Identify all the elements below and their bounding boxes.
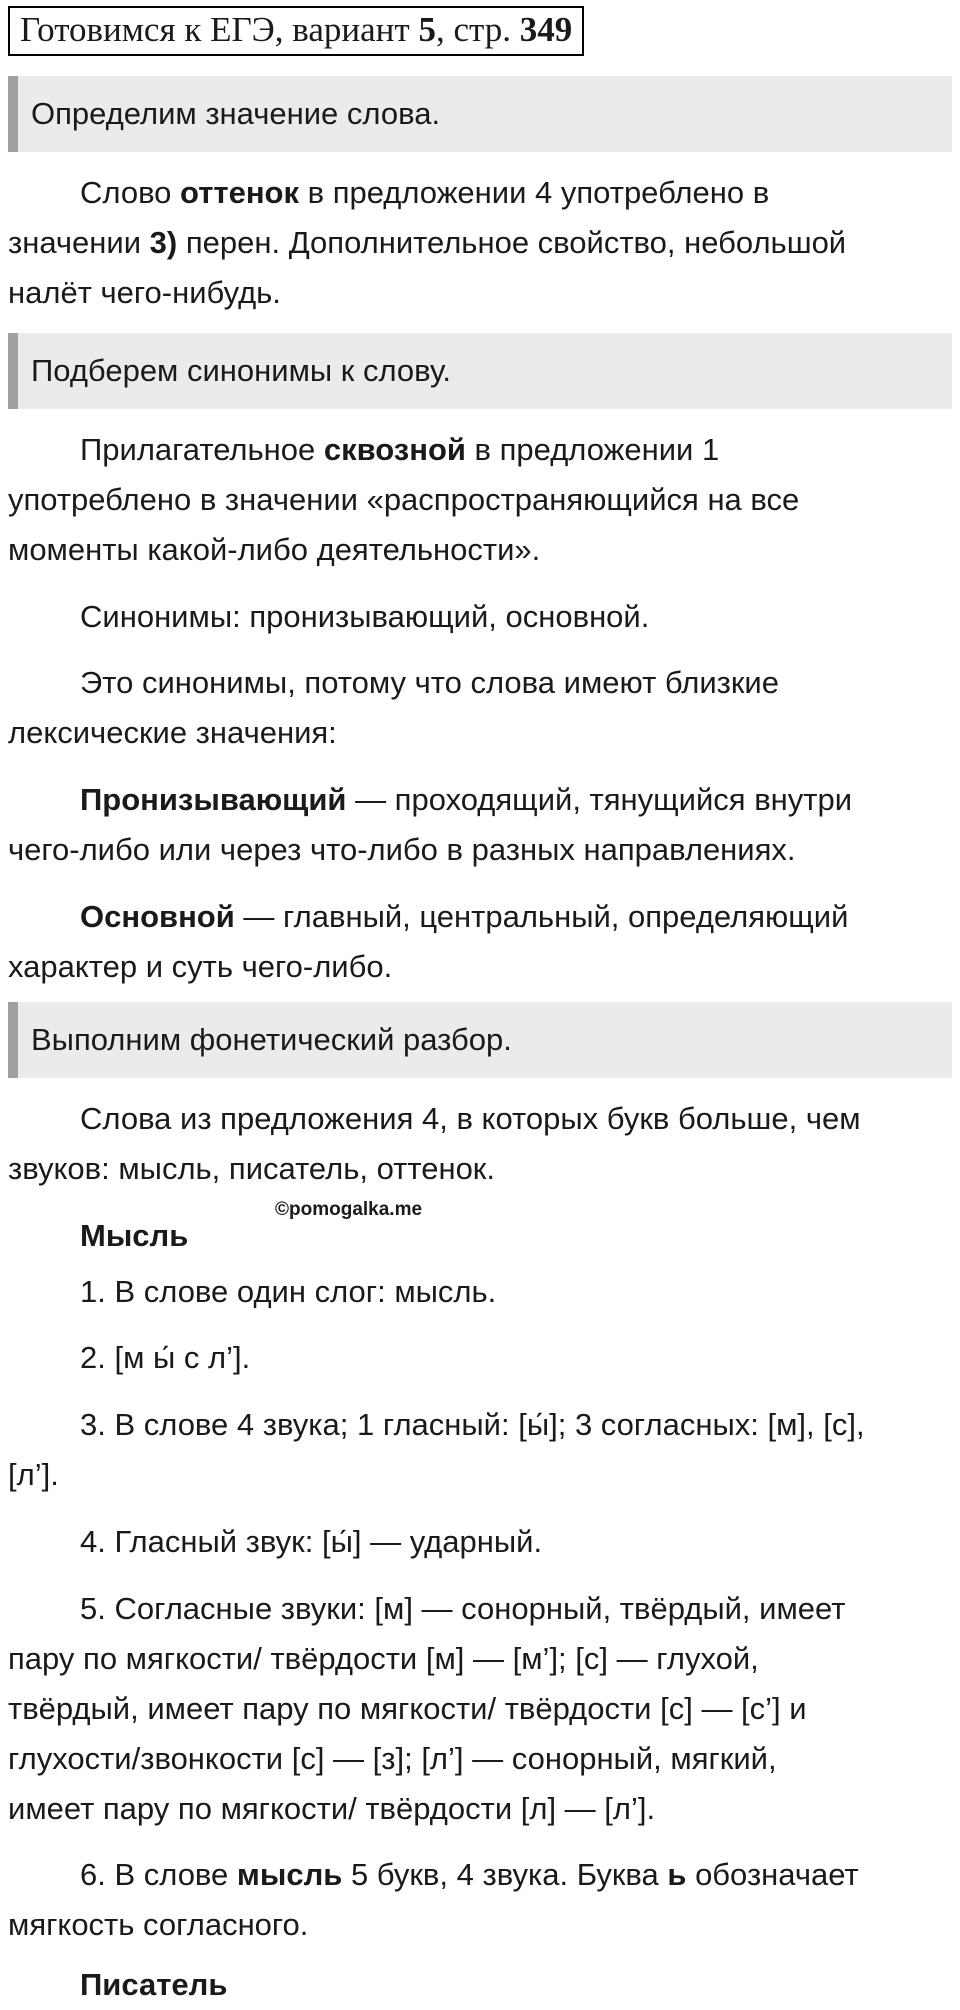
text: 3. В слове 4 звука; 1 гласный: [ы́]; 3 согласных: [м], [с], xyxy=(80,1407,865,1442)
text: Синонимы: пронизывающий, основной. xyxy=(80,599,650,634)
text: 4. Гласный звук: [ы́] — ударный. xyxy=(80,1524,543,1559)
definition-2 xyxy=(8,892,938,992)
header-variant: 5 xyxy=(418,10,436,49)
text: налёт чего-нибудь. xyxy=(8,275,281,310)
synonyms-intro-paragraph xyxy=(8,425,938,575)
text: пару по мягкости/ твёрдости [м] — [м’]; [с] — глухой, xyxy=(8,1641,759,1676)
text: Это синонимы, потому что слова имеют близкие xyxy=(80,665,779,700)
definition-1 xyxy=(8,775,938,875)
text: Прилагательное xyxy=(80,432,324,467)
text: значении xyxy=(8,225,150,260)
text: перен. Дополнительное свойство, небольшой xyxy=(177,225,847,260)
bold-number: 3) xyxy=(149,225,178,260)
bold-word: Пронизывающий xyxy=(80,782,347,817)
text: — главный, центральный, определяющий xyxy=(234,899,849,934)
text: лексические значения: xyxy=(8,715,337,750)
header-middle: , стр. xyxy=(435,10,520,49)
step-1 xyxy=(8,1267,938,1317)
header-prefix: Готовимся к ЕГЭ, вариант xyxy=(20,10,419,49)
text: Слово xyxy=(80,175,181,210)
step-6 xyxy=(8,1850,938,1950)
text: в предложении 4 употреблено в xyxy=(299,175,770,210)
text: 6. В слове xyxy=(80,1857,237,1892)
section-heading-phonetic: Выполним фонетический разбор. xyxy=(8,1002,952,1078)
step-5 xyxy=(8,1584,938,1834)
word-heading-mysl: Мысль xyxy=(80,1218,189,1253)
text: мягкость согласного. xyxy=(8,1907,309,1942)
bold-letter: ь xyxy=(667,1857,687,1892)
text: глухости/звонкости [с] — [з]; [л’] — сонорный, мягкий, xyxy=(8,1741,777,1776)
text: 1. В слове один слог: мысль. xyxy=(80,1274,497,1309)
word-heading-pisatel: Писатель xyxy=(80,1967,228,2002)
text: характер и суть чего-либо. xyxy=(8,949,393,984)
text: чего-либо или через что-либо в разных направлениях. xyxy=(8,832,796,867)
meaning-paragraph xyxy=(8,168,938,318)
watermark: ©pomogalka.me xyxy=(275,1199,423,1220)
step-2 xyxy=(8,1333,938,1383)
section-heading-meaning: Определим значение слова. xyxy=(8,76,952,152)
bold-word: сквозной xyxy=(323,432,466,467)
text: Слова из предложения 4, в которых букв больше, чем xyxy=(80,1101,861,1136)
synonyms-list xyxy=(8,592,938,642)
text: [л’]. xyxy=(8,1457,59,1492)
bold-word: мысль xyxy=(236,1857,343,1892)
page-header xyxy=(8,6,584,56)
text: 2. [м ы́ с л’]. xyxy=(80,1340,251,1375)
text: имеет пару по мягкости/ твёрдости [л] — [л’]. xyxy=(8,1791,656,1826)
text: твёрдый, имеет пару по мягкости/ твёрдости [с] — [с’] и xyxy=(8,1691,807,1726)
phonetic-intro xyxy=(8,1094,938,1194)
synonyms-reason xyxy=(8,658,938,758)
text: обозначает xyxy=(686,1857,859,1892)
text: в предложении 1 xyxy=(465,432,720,467)
header-page-number: 349 xyxy=(519,10,573,49)
text: моменты какой-либо деятельности». xyxy=(8,532,541,567)
step-4 xyxy=(8,1517,938,1567)
section-heading-synonyms: Подберем синонимы к слову. xyxy=(8,333,952,409)
text: звуков: мысль, писатель, оттенок. xyxy=(8,1151,495,1186)
text: 5 букв, 4 звука. Буква xyxy=(342,1857,668,1892)
step-3 xyxy=(8,1400,938,1500)
text: 5. Согласные звуки: [м] — сонорный, твёрдый, имеет xyxy=(80,1591,846,1626)
text: употреблено в значении «распространяющийся на все xyxy=(8,482,800,517)
bold-word: оттенок xyxy=(180,175,299,210)
bold-word: Основной xyxy=(80,899,235,934)
text: — проходящий, тянущийся внутри xyxy=(346,782,853,817)
